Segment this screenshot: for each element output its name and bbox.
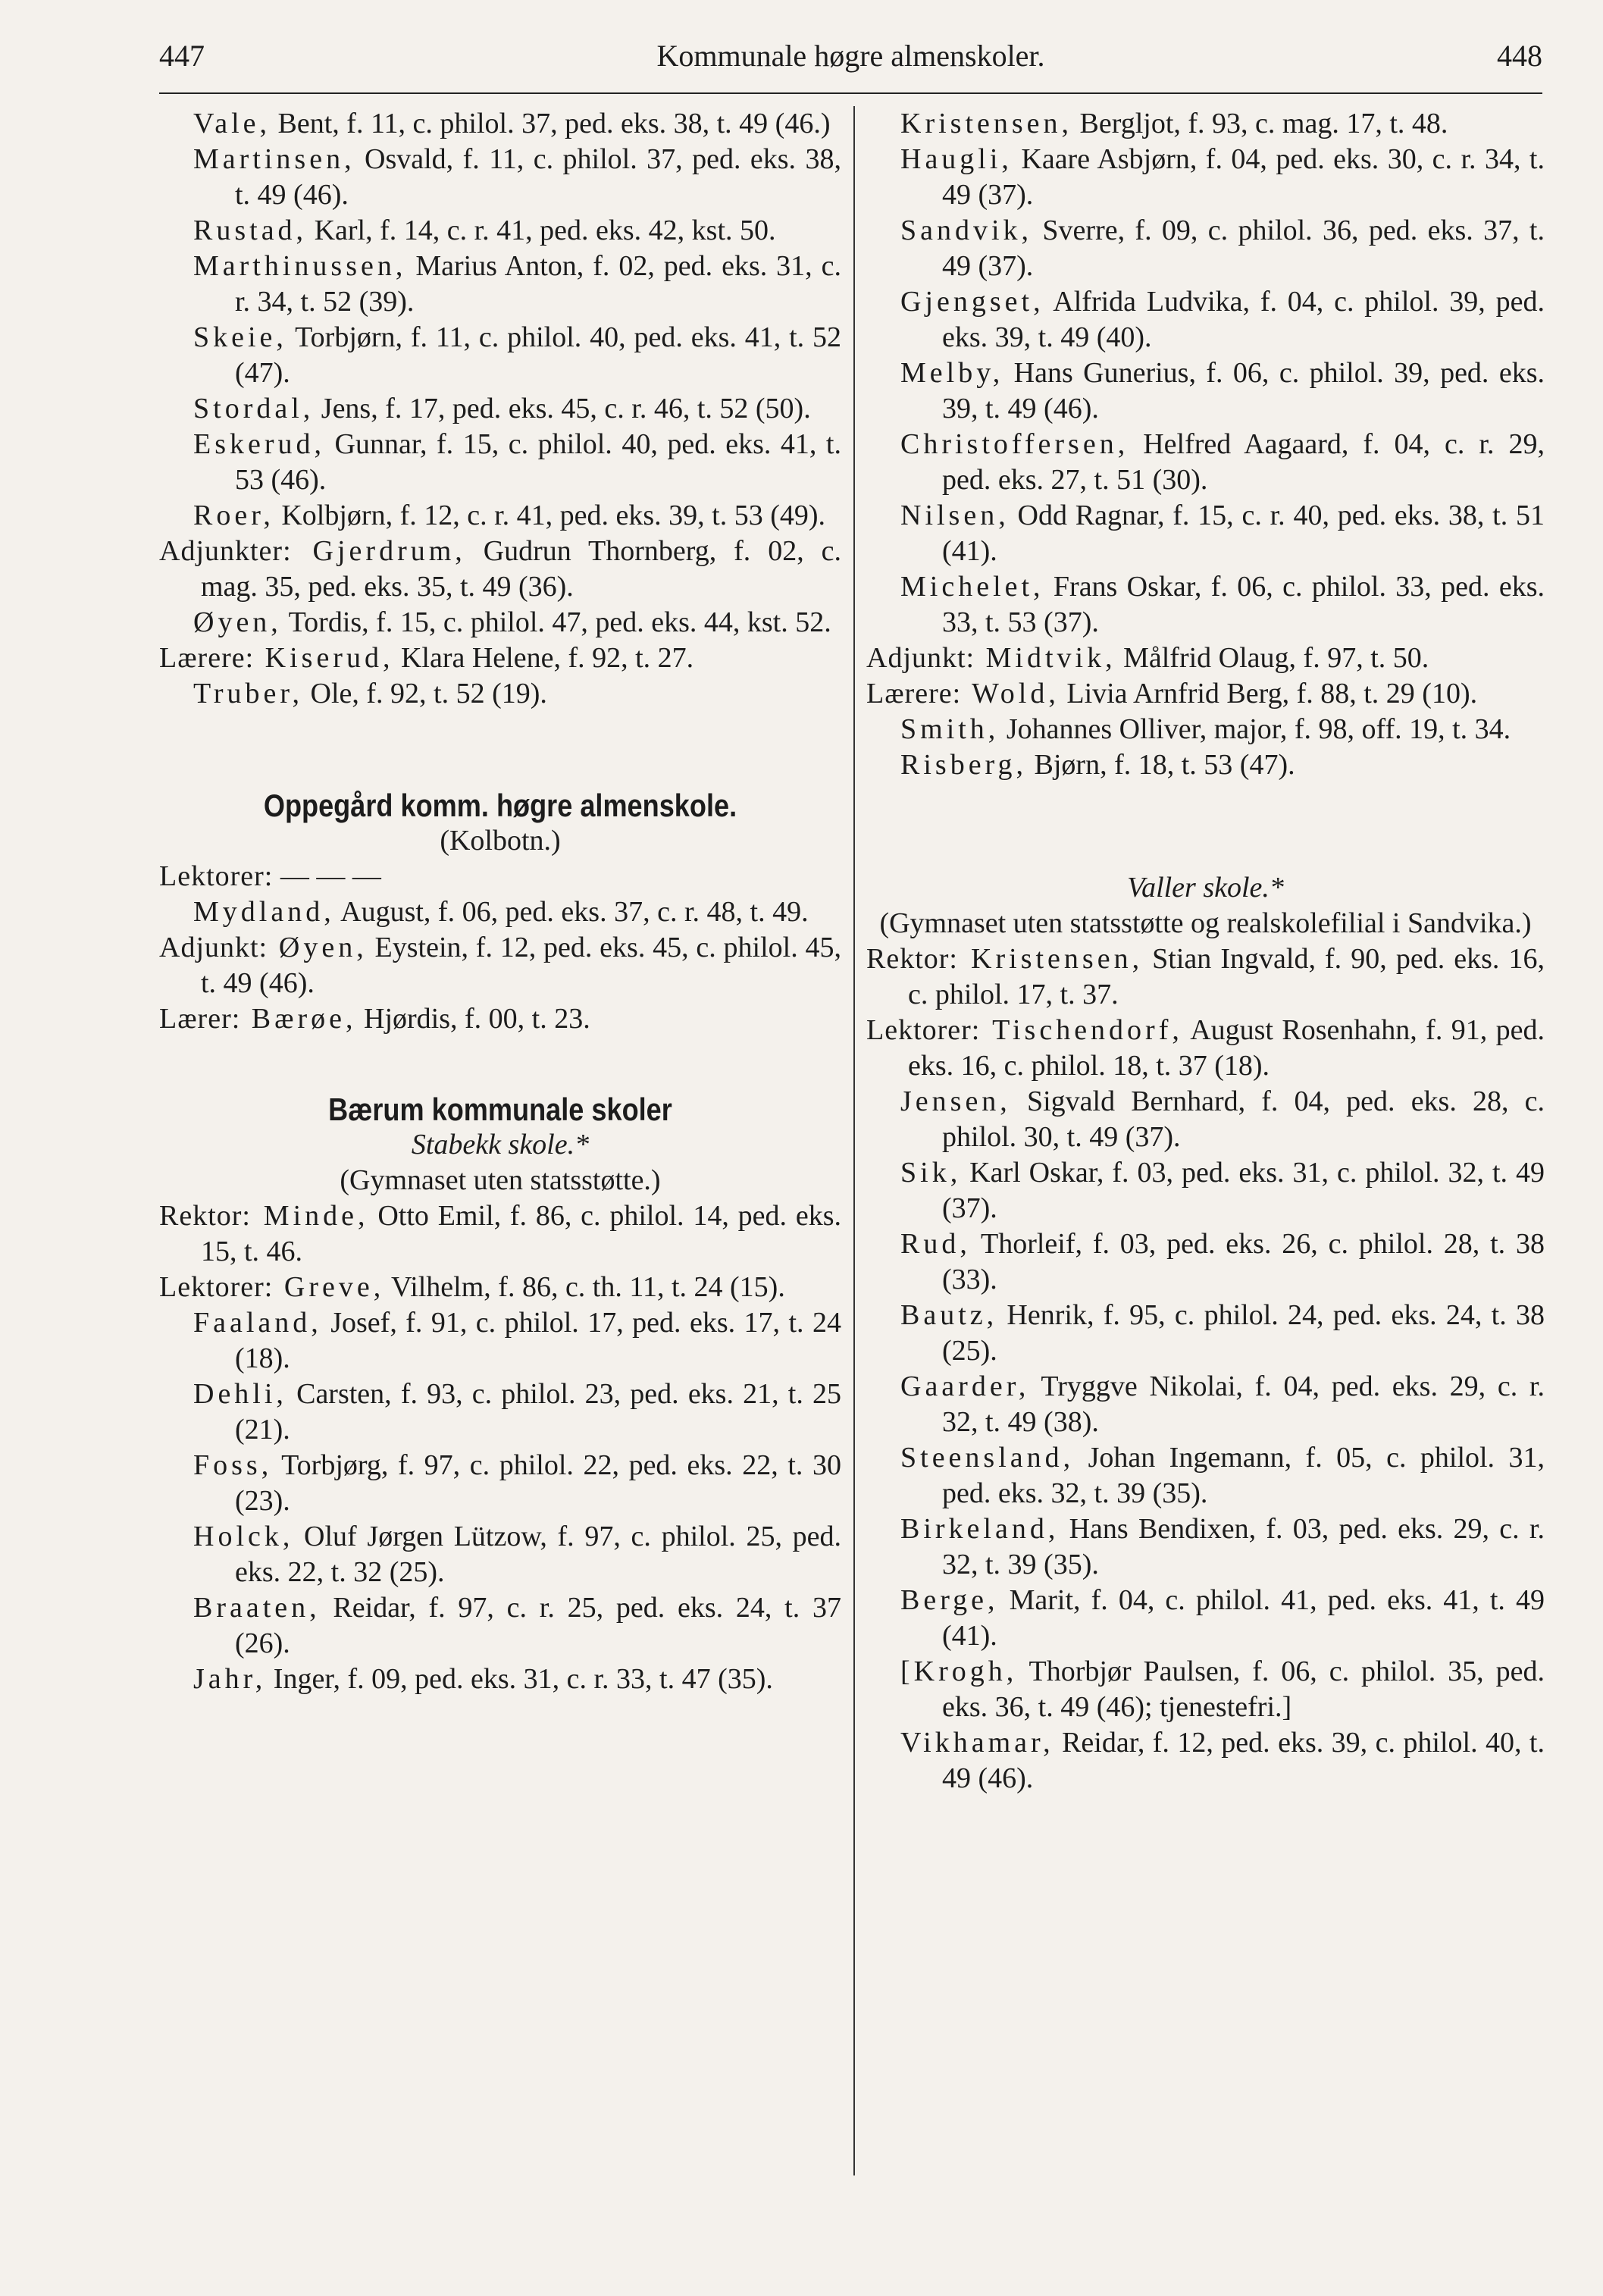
entry: Smith, Johannes Olliver, major, f. 98, off. 19, t. 34. xyxy=(900,713,1511,745)
laerer-entry: Lærer: Bærøe, Hjørdis, f. 00, t. 23. xyxy=(159,1003,590,1035)
adjunkt-entry: Adjunkt: Midtvik, Målfrid Olaug, f. 97, t. 50. xyxy=(866,642,1429,674)
header-rule xyxy=(159,92,1542,94)
entry: Vale, Bent, f. 11, c. philol. 37, ped. eks. 38, t. 49 (46.) xyxy=(193,108,831,139)
entry: Mydland, August, f. 06, ped. eks. 37, c. r. 48, t. 49. xyxy=(193,896,809,928)
entry: Martinsen, Osvald, f. 11, c. philol. 37, ped. eks. 38, t. 49 (46). xyxy=(193,143,841,211)
entry: Stordal, Jens, f. 17, ped. eks. 45, c. r. 46, t. 52 (50). xyxy=(193,393,811,424)
entry: Melby, Hans Gunerius, f. 06, c. philol. 39, ped. eks. 39, t. 49 (46). xyxy=(900,357,1545,424)
entry: Nilsen, Odd Ragnar, f. 15, c. r. 40, ped. eks. 38, t. 51 (41). xyxy=(900,500,1545,567)
entry: Jahr, Inger, f. 09, ped. eks. 31, c. r. 33, t. 47 (35). xyxy=(193,1663,773,1695)
entry: Dehli, Carsten, f. 93, c. philol. 23, ped. eks. 21, t. 25 (21). xyxy=(193,1378,841,1446)
entry: Christoffersen, Helfred Aagaard, f. 04, c. r. 29, ped. eks. 27, t. 51 (30). xyxy=(900,428,1545,496)
lektorer-entry: Lektorer: Tischendorf, August Rosenhahn, f. 91, ped. eks. 16, c. philol. 18, t. 37 (18). xyxy=(866,1014,1545,1082)
entry: Bautz, Henrik, f. 95, c. philol. 24, ped. eks. 24, t. 38 (25). xyxy=(900,1299,1545,1367)
entry: Vikhamar, Reidar, f. 12, ped. eks. 39, c. philol. 40, t. 49 (46). xyxy=(900,1727,1545,1794)
entry: Risberg, Bjørn, f. 18, t. 53 (47). xyxy=(900,749,1295,781)
page-number-right: 448 xyxy=(1497,39,1542,73)
entry: Braaten, Reidar, f. 97, c. r. 25, ped. eks. 24, t. 37 (26). xyxy=(193,1592,841,1659)
lektorer-entry: Lektorer: — — — xyxy=(159,860,381,892)
school-name: Stabekk skole.* xyxy=(411,1129,590,1161)
rektor-entry: Rektor: Minde, Otto Emil, f. 86, c. philol. 14, ped. eks. 15, t. 46. xyxy=(159,1200,841,1267)
page-header xyxy=(159,38,1542,83)
laerere-entry: Lærere: Wold, Livia Arnfrid Berg, f. 88, t. 29 (10). xyxy=(866,678,1478,709)
entry: Gjengset, Alfrida Ludvika, f. 04, c. philol. 39, ped. eks. 39, t. 49 (40). xyxy=(900,286,1545,353)
running-title: Kommunale høgre almenskoler. xyxy=(656,39,1045,73)
rektor-entry: Rektor: Kristensen, Stian Ingvald, f. 90, ped. eks. 16, c. philol. 17, t. 37. xyxy=(866,943,1545,1010)
entry: Haugli, Kaare Asbjørn, f. 04, ped. eks. 30, c. r. 34, t. 49 (37). xyxy=(900,143,1545,211)
entry: Øyen, Tordis, f. 15, c. philol. 47, ped. eks. 44, kst. 52. xyxy=(193,606,831,638)
adjunkter-label: Adjunkter: xyxy=(159,535,292,567)
laerere-label: Lærere: xyxy=(159,642,255,674)
adjunkter-entry: Adjunkter: Gjerdrum, Gudrun Thornberg, f. 02, c. mag. 35, ped. eks. 35, t. 49 (36). xyxy=(159,535,841,603)
entry: [Krogh, Thorbjør Paulsen, f. 06, c. philol. 35, ped. eks. 36, t. 49 (46); tjenestefri.] xyxy=(900,1655,1545,1723)
entry: Sandvik, Sverre, f. 09, c. philol. 36, ped. eks. 37, t. 49 (37). xyxy=(900,215,1545,282)
laerere-entry: Lærere: Kiserud, Klara Helene, f. 92, t. 27. xyxy=(159,642,694,674)
entry: Michelet, Frans Oskar, f. 06, c. philol. 33, ped. eks. 33, t. 53 (37). xyxy=(900,571,1545,638)
section-heading: Oppegård komm. høgre almenskole. xyxy=(263,788,737,823)
entry: Gaarder, Tryggve Nikolai, f. 04, ped. eks. 29, c. r. 32, t. 49 (38). xyxy=(900,1370,1545,1438)
school-name: Valler skole.* xyxy=(1127,872,1284,904)
entry: Marthinussen, Marius Anton, f. 02, ped. eks. 31, c. r. 34, t. 52 (39). xyxy=(193,250,841,318)
entry: Eskerud, Gunnar, f. 15, c. philol. 40, ped. eks. 41, t. 53 (46). xyxy=(193,428,841,496)
section-heading: Bærum kommunale skoler xyxy=(328,1092,672,1127)
entry: Rustad, Karl, f. 14, c. r. 41, ped. eks. 42, kst. 50. xyxy=(193,215,776,246)
lektorer-entry: Lektorer: Greve, Vilhelm, f. 86, c. th. 11, t. 24 (15). xyxy=(159,1271,785,1303)
left-column xyxy=(159,106,841,1697)
entry: Steensland, Johan Ingemann, f. 05, c. philol. 31, ped. eks. 32, t. 39 (35). xyxy=(900,1442,1545,1509)
adjunkt-entry: Adjunkt: Øyen, Eystein, f. 12, ped. eks. 45, c. philol. 45, t. 49 (46). xyxy=(159,932,842,999)
school-note: (Gymnaset uten statsstøtte.) xyxy=(340,1164,661,1196)
entry: Foss, Torbjørg, f. 97, c. philol. 22, ped. eks. 22, t. 30 (23). xyxy=(193,1449,841,1517)
entry: Sik, Karl Oskar, f. 03, ped. eks. 31, c. philol. 32, t. 49 (37). xyxy=(900,1157,1545,1224)
entry: Faaland, Josef, f. 91, c. philol. 17, ped. eks. 17, t. 24 (18). xyxy=(193,1307,841,1374)
column-divider xyxy=(853,106,855,2175)
entry: Birkeland, Hans Bendixen, f. 03, ped. eks. 29, c. r. 32, t. 39 (35). xyxy=(900,1513,1545,1580)
entry: Roer, Kolbjørn, f. 12, c. r. 41, ped. eks. 39, t. 53 (49). xyxy=(193,500,826,531)
entry: Kristensen, Bergljot, f. 93, c. mag. 17, t. 48. xyxy=(900,108,1448,139)
entry: Jensen, Sigvald Bernhard, f. 04, ped. eks. 28, c. philol. 30, t. 49 (37). xyxy=(900,1085,1545,1153)
entry: Truber, Ole, f. 92, t. 52 (19). xyxy=(193,678,547,709)
page-number-left: 447 xyxy=(159,39,205,73)
entry: Rud, Thorleif, f. 03, ped. eks. 26, c. philol. 28, t. 38 (33). xyxy=(900,1228,1545,1295)
entry: Holck, Oluf Jørgen Lützow, f. 97, c. philol. 25, ped. eks. 22, t. 32 (25). xyxy=(193,1521,841,1588)
right-column xyxy=(866,106,1545,1796)
section-subtitle: (Kolbotn.) xyxy=(440,825,561,857)
entry: Skeie, Torbjørn, f. 11, c. philol. 40, ped. eks. 41, t. 52 (47). xyxy=(193,321,841,389)
entry: Berge, Marit, f. 04, c. philol. 41, ped. eks. 41, t. 49 (41). xyxy=(900,1584,1545,1652)
school-note: (Gymnaset uten statsstøtte og realskolefilial i Sandvika.) xyxy=(879,907,1532,939)
